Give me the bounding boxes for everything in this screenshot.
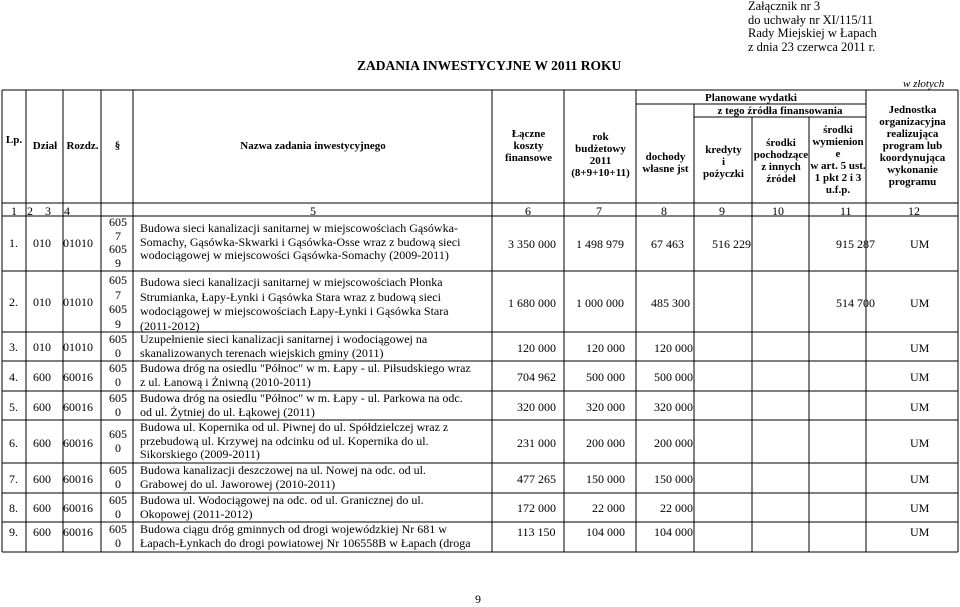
row-paragraph-part: 605: [109, 522, 127, 536]
header-budget-year-4: (8+9+10+11): [571, 167, 630, 179]
row-paragraph: [104, 333, 132, 360]
col-number-8: 8: [661, 204, 667, 218]
header-art-funds-6: u.f.p.: [825, 184, 851, 196]
row-paragraph-part: 605: [109, 361, 127, 375]
header-unit-5: koordynująca: [879, 152, 946, 164]
row-paragraph-part: 7: [115, 228, 121, 243]
header-own-income-2: własne jst: [642, 163, 689, 175]
row-unit: UM: [910, 400, 930, 414]
header-art-funds-1: środki: [823, 124, 853, 136]
row-paragraph-part: 605: [109, 302, 127, 316]
row-loans: 104 000: [654, 525, 693, 539]
header-budget-year: [565, 131, 636, 179]
row-paragraph: [104, 428, 132, 455]
row-dzial: 600: [33, 400, 51, 414]
header-total-costs-1: Łączne: [511, 128, 546, 140]
header-budget-year-3: 2011: [589, 155, 612, 167]
row-task-name: [140, 222, 460, 263]
row-own-income: 1 000 000: [576, 296, 624, 310]
row-budget: 172 000: [517, 501, 556, 515]
header-art-funds-2: wymienion: [812, 136, 864, 148]
col-number-5: 5: [310, 204, 316, 218]
row-paragraph-part: 0: [115, 476, 121, 491]
header-total-costs-3: finansowe: [504, 152, 553, 164]
row-unit: UM: [910, 370, 930, 384]
row-paragraph-part: 0: [115, 440, 121, 455]
row-unit: UM: [910, 436, 930, 450]
row-task-name-line: Uzupełnienie sieci kanalizacji sanitarnej i wodociągowej na: [140, 332, 428, 346]
row-task-name: [140, 275, 449, 333]
header-total-costs: [493, 128, 564, 164]
row-paragraph: [104, 216, 132, 270]
row-task-name-line: (2011-2012): [140, 318, 200, 333]
header-other-sources-1: środki: [766, 137, 796, 149]
header-unit: [867, 104, 958, 188]
row-task-name: [140, 421, 448, 462]
row-budget: 120 000: [517, 341, 556, 355]
row-lp: 1.: [9, 236, 18, 250]
header-own-income: [637, 151, 694, 175]
header-dzial: Dział: [32, 140, 58, 152]
row-unit: UM: [910, 501, 930, 515]
row-paragraph: [104, 464, 132, 491]
row-rozdz: 01010: [63, 236, 93, 250]
row-rozdz: 60016: [63, 501, 93, 515]
row-dzial: 010: [33, 340, 51, 354]
row-art-funds: 915 287: [836, 237, 875, 251]
row-paragraph-part: 9: [115, 316, 121, 331]
row-paragraph-part: 605: [109, 215, 127, 229]
row-paragraph-part: 605: [109, 463, 127, 477]
row-lp: 2.: [9, 295, 18, 309]
row-loans: 67 463: [651, 237, 684, 251]
row-paragraph-part: 605: [109, 242, 127, 256]
col-number-1: 1: [11, 204, 17, 218]
header-lp: Lp.: [5, 134, 23, 146]
row-task-name-line: Budowa ul. Kopernika od ul. Piwnej do ul. Spółdzielczej wraz z: [140, 420, 449, 434]
header-total-costs-2: koszty: [513, 140, 544, 152]
page-title: ZADANIA INWESTYCYJNE W 2011 ROKU: [357, 58, 622, 73]
row-dzial: 010: [33, 236, 51, 250]
row-rozdz: 01010: [63, 295, 93, 309]
col-number-7: 7: [596, 204, 602, 218]
header-loans: [695, 144, 752, 180]
row-dzial: 600: [33, 501, 51, 515]
row-unit: UM: [910, 296, 930, 310]
annex-line-4: z dnia 23 czerwca 2011 r.: [748, 39, 876, 54]
row-budget: 704 962: [517, 370, 556, 384]
header-unit-3: realizująca: [886, 128, 939, 140]
row-budget: 1 680 000: [508, 296, 556, 310]
col-number-9: 9: [719, 204, 725, 218]
row-task-name: [140, 523, 471, 550]
row-task-name: [140, 464, 426, 491]
row-unit: UM: [910, 341, 930, 355]
row-dzial: 600: [33, 436, 51, 450]
row-budget: 320 000: [517, 400, 556, 414]
row-task-name-line: z ul. Łanową i Żniwną (2010-2011): [140, 374, 311, 389]
unit-note: w złotych: [903, 78, 945, 90]
row-paragraph-part: 605: [109, 427, 127, 441]
row-lp: 9.: [9, 525, 18, 539]
col-number-6: 6: [525, 204, 531, 218]
annex-line-2: do uchwały nr XI/115/11: [748, 12, 874, 27]
row-loans: 22 000: [660, 501, 693, 515]
row-own-income: 150 000: [586, 472, 625, 486]
row-own-income: 500 000: [586, 370, 625, 384]
row-lp: 7.: [9, 472, 18, 486]
row-lp: 3.: [9, 340, 18, 354]
row-unit: UM: [910, 472, 930, 486]
row-loans: 120 000: [654, 341, 693, 355]
row-dzial: 600: [33, 525, 51, 539]
row-rozdz: 60016: [63, 400, 93, 414]
row-task-name-line: Budowa sieci kanalizacji sanitarnej w miejscowościach Płonka: [140, 275, 443, 289]
row-task-name-line: Somachy, Gąsówka-Skwarki i Gąsówka-Osse wraz z budową sieci: [140, 234, 461, 249]
row-loans: 200 000: [654, 436, 693, 450]
row-paragraph-part: 0: [115, 345, 121, 360]
header-planned: Planowane wydatki: [705, 92, 797, 104]
row-own-income: 104 000: [586, 525, 625, 539]
row-task-name-line: Budowa ciągu dróg gminnych od drogi wojewódzkiej Nr 681 w: [140, 522, 447, 536]
row-rozdz: 01010: [63, 340, 93, 354]
row-task-name: [140, 494, 424, 521]
row-paragraph: [104, 494, 132, 521]
row-own-income: 1 498 979: [576, 237, 624, 251]
row-paragraph-part: 0: [115, 506, 121, 521]
row-budget: 477 265: [517, 472, 556, 486]
row-task-name-line: wodociągowej w miejscowości Gąsówka-Somachy (2009-2011): [140, 248, 449, 262]
header-own-income-1: dochody: [645, 151, 686, 163]
header-budget-year-1: rok: [592, 131, 609, 143]
row-rozdz: 60016: [63, 370, 93, 384]
col-number-11: 11: [840, 204, 852, 218]
row-task-name-line: Sikorskiego (2009-2011): [140, 447, 260, 461]
row-dzial: 010: [33, 295, 51, 309]
header-other-sources-2: pochodzące: [753, 149, 809, 161]
row-paragraph: [104, 273, 132, 331]
row-paragraph: [104, 523, 132, 550]
row-loans: 485 300: [651, 296, 690, 310]
row-budget: 3 350 000: [508, 237, 556, 251]
row-art-funds: 514 700: [836, 296, 875, 310]
header-art-funds-4: w art. 5 ust.: [810, 160, 866, 172]
row-paragraph-part: 9: [115, 255, 121, 270]
row-paragraph: [104, 392, 132, 419]
row-task-name-line: Okopowej (2011-2012): [140, 506, 253, 521]
row-paragraph-part: 605: [109, 332, 127, 346]
row-paragraph-part: 605: [109, 493, 127, 507]
row-loans: 150 000: [654, 472, 693, 486]
col-number-10: 10: [772, 204, 784, 218]
row-paragraph-part: 605: [109, 391, 127, 405]
row-task-name-line: skanalizowanych terenach wiejskich gminy (2011): [140, 345, 384, 360]
row-task-name-line: Budowa kanalizacji deszczowej na ul. Nowej na odc. od ul.: [140, 463, 426, 477]
header-loans-2: i: [721, 156, 726, 168]
row-own-income: 200 000: [586, 436, 625, 450]
row-own-income: 22 000: [592, 501, 625, 515]
header-paragraph: §: [114, 140, 121, 152]
row-task-name-line: Budowa dróg na osiedlu "Północ" w m. Łapy - ul. Piłsudskiego wraz: [140, 361, 471, 375]
header-art-funds-5: 1 pkt 2 i 3: [814, 172, 862, 184]
row-task-name-line: Budowa ul. Wodociągowej na odc. od ul. Granicznej do ul.: [140, 493, 424, 507]
header-unit-7: programu: [888, 176, 937, 188]
row-lp: 5.: [9, 400, 18, 414]
header-sources: z tego źródła finansowania: [717, 105, 843, 117]
row-task-name-line: Łapach-Łynkach do drogi powiatowej Nr 106558B w Łapach (droga: [140, 535, 471, 550]
row-paragraph-part: 7: [115, 287, 121, 302]
row-loans: 500 000: [654, 370, 693, 384]
row-paragraph-part: 0: [115, 404, 121, 419]
row-task-name-line: od ul. Żytniej do ul. Łąkowej (2011): [140, 404, 315, 419]
row-budget: 113 150: [517, 525, 556, 539]
col-number-4: 4: [64, 204, 70, 218]
row-own-income: 320 000: [586, 400, 625, 414]
header-unit-6: wykonanie: [887, 164, 938, 176]
row-unit: UM: [910, 525, 930, 539]
header-other-sources-3: z innych: [761, 161, 801, 173]
row-budget: 231 000: [517, 436, 556, 450]
row-task-name-line: wodociągowej w miejscowościach Łapy-Łynki i Gąsówka Stara: [140, 304, 449, 318]
header-loans-3: pożyczki: [703, 168, 744, 180]
col-number-3: 3: [45, 204, 51, 218]
page-number: 9: [475, 592, 481, 606]
row-rozdz: 60016: [63, 472, 93, 486]
row-dzial: 600: [33, 370, 51, 384]
row-task-name-line: Budowa sieci kanalizacji sanitarnej w miejscowościach Gąsówka-: [140, 221, 458, 235]
row-own-income: 120 000: [586, 341, 625, 355]
header-rozdz: Rozdz.: [66, 140, 99, 152]
row-paragraph-part: 0: [115, 535, 121, 550]
row-lp: 4.: [9, 370, 18, 384]
annex-line-1: Załącznik nr 3: [748, 0, 821, 13]
header-unit-4: program lub: [882, 140, 943, 152]
header-unit-1: Jednostka: [888, 104, 937, 116]
row-task-name: [140, 362, 471, 389]
row-task-name: [140, 392, 463, 419]
col-number-2: 2: [27, 204, 33, 218]
row-lp: 8.: [9, 501, 18, 515]
header-task-name: Nazwa zadania inwestycyjnego: [240, 140, 386, 152]
row-rozdz: 60016: [63, 436, 93, 450]
row-task-name-line: Grabowej do ul. Jaworowej (2010-2011): [140, 476, 336, 491]
header-loans-1: kredyty: [705, 144, 742, 156]
row-paragraph: [104, 362, 132, 389]
header-art-funds: [810, 124, 866, 196]
row-rozdz: 60016: [63, 525, 93, 539]
header-art-funds-3: e: [835, 148, 841, 160]
header-other-sources: [753, 137, 809, 185]
row-loans: 320 000: [654, 400, 693, 414]
row-dzial: 600: [33, 472, 51, 486]
header-other-sources-4: źródeł: [766, 173, 796, 185]
header-unit-2: organizacyjna: [879, 116, 946, 128]
header-budget-year-2: budżetowy: [575, 143, 626, 155]
row-other-sources: 516 229: [712, 237, 751, 251]
annex-line-3: Rady Miejskiej w Łapach: [748, 26, 877, 40]
row-paragraph-part: 0: [115, 374, 121, 389]
row-unit: UM: [910, 237, 930, 251]
row-task-name-line: Strumianka, Łapy-Łynki i Gąsówka Stara wraz z budową sieci: [140, 289, 441, 304]
row-task-name: [140, 333, 427, 360]
row-paragraph-part: 605: [109, 273, 127, 287]
row-lp: 6.: [9, 436, 18, 450]
row-task-name-line: przebudową ul. Krzywej na odcinku od ul. Kopernika do ul.: [140, 433, 429, 448]
row-task-name-line: Budowa dróg na osiedlu "Północ" w m. Łapy - ul. Parkowa na odc.: [140, 391, 463, 405]
col-number-12: 12: [908, 204, 920, 218]
